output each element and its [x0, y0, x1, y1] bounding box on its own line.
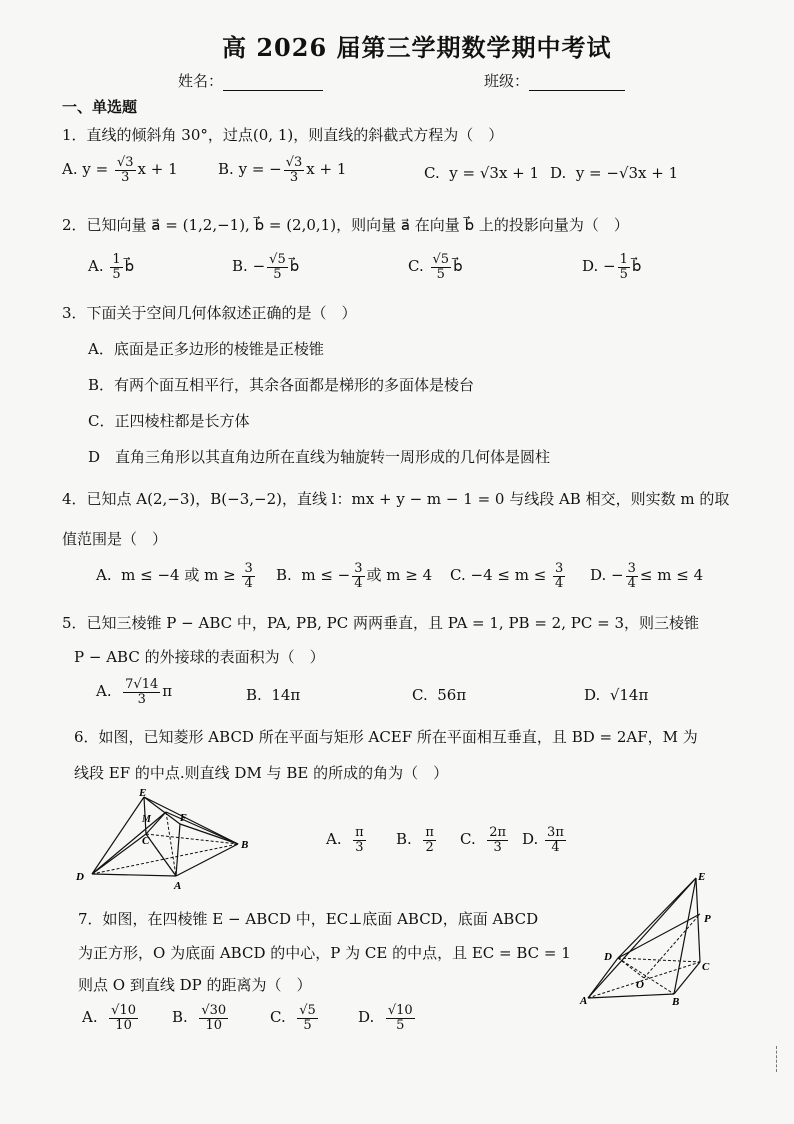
question-7-option-c[interactable]: C. $\frac{√5}{5}$ [270, 1003, 316, 1033]
question-3-option-d[interactable]: D 直角三角形以其直角边所在直线为轴旋转一周形成的几何体是圆柱 [88, 448, 551, 466]
question-7-stem-cont: 为正方形，O 为底面 ABCD 的中心，P 为 CE 的中点，且 EC = BC = 1 [78, 944, 571, 962]
section-title: 一、单选题 [62, 98, 138, 116]
fraction: $\frac{1}{5}$ [619, 252, 628, 282]
fig7-label-a: A [580, 995, 588, 1006]
fraction: $\frac{√10}{10}$ [111, 1003, 136, 1033]
fraction: $\frac{√3}{3}$ [285, 155, 303, 185]
question-5-stem-cont: P − ABC 的外接球的表面积为（ ） [74, 648, 325, 666]
question-2-option-a[interactable]: A. $\frac{1}{5}$ b⃗ [88, 252, 135, 282]
figure-7-pyramid [578, 866, 728, 1006]
fraction: $\frac{√5}{5}$ [432, 252, 450, 282]
fig7-label-b: B [672, 996, 680, 1006]
question-7-option-b[interactable]: B. $\frac{√30}{10}$ [172, 1003, 227, 1033]
fraction: $\frac{\pi}{3}$ [355, 825, 364, 855]
question-2-option-d[interactable]: D. − $\frac{1}{5}$ b⃗ [582, 252, 642, 282]
class-field [484, 70, 625, 91]
question-3-option-b[interactable]: B．有两个面互相平行，其余各面都是梯形的多面体是棱台 [88, 376, 475, 394]
fig6-label-e: E [139, 787, 147, 799]
question-1-option-d[interactable]: D. y = −√3x + 1 [550, 164, 679, 182]
question-7-option-d[interactable]: D. $\frac{√10}{5}$ [358, 1003, 413, 1033]
fraction: $\frac{3}{4}$ [354, 561, 363, 591]
fraction: $\frac{1}{5}$ [112, 252, 121, 282]
class-label: 班级： [484, 72, 530, 90]
question-5-option-a[interactable]: A. $\frac{7√14}{3}$ π [96, 677, 173, 707]
fraction: $\frac{2\pi}{3}$ [489, 825, 507, 855]
question-1-option-c[interactable]: C. y = √3x + 1 [424, 164, 540, 182]
question-6-stem-cont: 线段 EF 的中点.则直线 DM 与 BE 的所成的角为（ ） [74, 764, 449, 782]
question-2-option-c[interactable]: C. $\frac{√5}{5}$ b⃗ [408, 252, 463, 282]
question-2-stem: 2．已知向量 a⃗ = (1,2,−1), b⃗ = (2,0,1)，则向量 a⃗ 在向量 b⃗ 上的投影向量为（ ） [62, 216, 629, 234]
class-blank[interactable] [529, 90, 625, 91]
fig7-label-o: O [636, 979, 644, 991]
name-field [178, 70, 323, 91]
name-blank[interactable] [223, 90, 323, 91]
fraction: $\frac{7√14}{3}$ [125, 677, 159, 707]
question-5-option-b[interactable]: B. 14π [246, 686, 301, 704]
fig6-label-m: M [142, 814, 151, 825]
question-6-option-c[interactable]: C. $\frac{2\pi}{3}$ [460, 825, 507, 855]
question-5-stem: 5．已知三棱锥 P − ABC 中，PA, PB, PC 两两垂直，且 PA = 1, PB = 2, PC = 3，则三棱锥 [62, 614, 699, 632]
question-5-option-d[interactable]: D. √14π [584, 686, 649, 704]
fig6-label-d: D [76, 871, 84, 883]
question-7-option-a[interactable]: A. $\frac{√10}{10}$ [82, 1003, 136, 1033]
question-5-option-c[interactable]: C. 56π [412, 686, 467, 704]
fig7-label-p: P [704, 913, 711, 925]
fig7-label-c: C [702, 961, 710, 973]
fig7-label-e: E [698, 871, 706, 883]
question-3-option-c[interactable]: C．正四棱柱都是长方体 [88, 412, 250, 430]
fraction: $\frac{3}{4}$ [627, 561, 636, 591]
question-1-option-b[interactable]: B. y = − $\frac{√3}{3}$ x + 1 [218, 155, 347, 185]
fig6-label-f: F [180, 813, 187, 824]
question-6-option-d[interactable]: D. $\frac{3\pi}{4}$ [522, 825, 564, 855]
question-4-stem-cont: 值范围是（ ） [62, 530, 168, 548]
question-7-stem: 7．如图，在四棱锥 E − ABCD 中，EC⊥底面 ABCD，底面 ABCD [78, 910, 539, 928]
question-4-stem: 4．已知点 A(2,−3)，B(−3,−2)，直线 l：mx + y − m − 1 = 0 与线段 AB 相交，则实数 m 的取 [62, 490, 730, 508]
question-3-option-a[interactable]: A．底面是正多边形的棱锥是正棱锥 [88, 340, 324, 358]
question-7-stem-cont2: 则点 O 到直线 DP 的距离为（ ） [78, 976, 312, 994]
question-4-option-d[interactable]: D. − $\frac{3}{4}$ ≤ m ≤ 4 [590, 561, 704, 591]
fraction: $\frac{√30}{10}$ [201, 1003, 227, 1033]
question-4-option-a[interactable]: A. m ≤ −4 或 m ≥ $\frac{3}{4}$ [96, 561, 253, 591]
name-label: 姓名： [178, 72, 224, 90]
question-3-stem: 3．下面关于空间几何体叙述正确的是（ ） [62, 304, 357, 322]
question-4-option-c[interactable]: C. −4 ≤ m ≤ $\frac{3}{4}$ [450, 561, 564, 591]
question-1-option-a[interactable]: A. y = $\frac{√3}{3}$ x + 1 [62, 155, 178, 185]
question-6-option-a[interactable]: A. $\frac{\pi}{3}$ [326, 825, 364, 855]
question-6-option-b[interactable]: B. $\frac{\pi}{2}$ [396, 825, 434, 855]
fraction: $\frac{3}{4}$ [555, 561, 564, 591]
question-4-option-b[interactable]: B. m ≤ − $\frac{3}{4}$ 或 m ≥ 4 [276, 561, 433, 591]
fig7-label-d: D [604, 951, 612, 963]
exam-title: 高 2026 届第三学期数学期中考试 [222, 33, 612, 62]
fraction: $\frac{3}{4}$ [244, 561, 253, 591]
fraction: $\frac{√5}{5}$ [269, 252, 286, 282]
fig6-label-a: A [174, 880, 182, 892]
fraction: $\frac{3\pi}{4}$ [547, 825, 564, 855]
fig6-label-c: C [142, 835, 150, 847]
figure-6-rhombus-rectangle [70, 786, 260, 896]
question-6-stem: 6．如图，已知菱形 ABCD 所在平面与矩形 ACEF 所在平面相互垂直，且 BD = 2AF，M 为 [74, 728, 698, 746]
question-1-stem: 1．直线的倾斜角 30°，过点(0, 1)，则直线的斜截式方程为（ ） [62, 126, 504, 144]
fraction: $\frac{√3}{3}$ [116, 155, 134, 185]
fraction: $\frac{√5}{5}$ [299, 1003, 316, 1033]
question-2-option-b[interactable]: B. − $\frac{√5}{5}$ b⃗ [232, 252, 300, 282]
scan-edge-mark [776, 1046, 780, 1072]
fig6-label-b: B [241, 839, 249, 851]
fraction: $\frac{\pi}{2}$ [425, 825, 434, 855]
fraction: $\frac{√10}{5}$ [387, 1003, 413, 1033]
